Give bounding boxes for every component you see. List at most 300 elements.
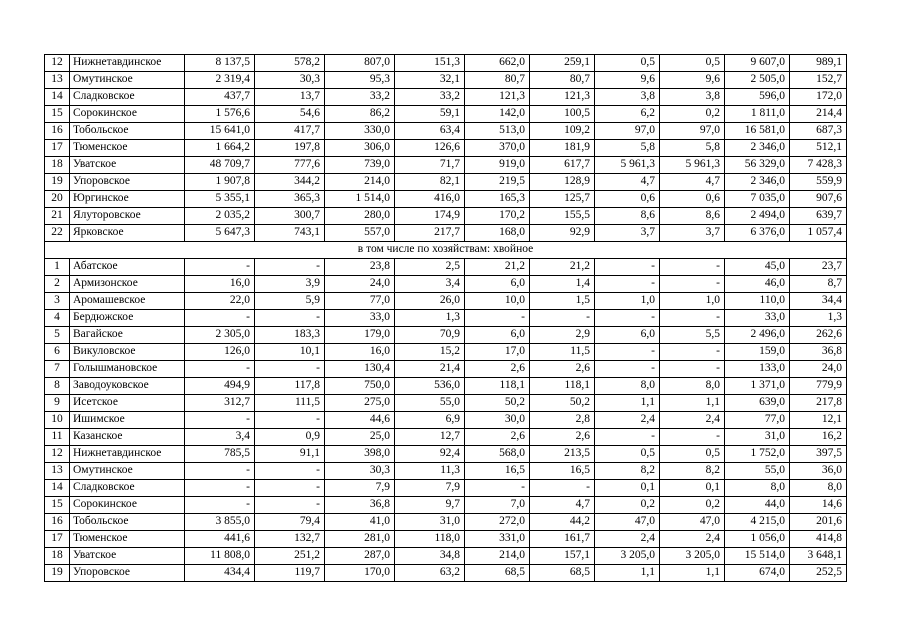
value-cell: 68,5: [465, 565, 530, 582]
value-cell: 14,6: [790, 497, 847, 514]
value-cell: 8,6: [660, 208, 725, 225]
value-cell: 3,8: [595, 89, 660, 106]
district-name: Ярковское: [70, 225, 185, 242]
row-number: 12: [45, 55, 70, 72]
value-cell: 0,5: [660, 55, 725, 72]
value-cell: 743,1: [255, 225, 325, 242]
district-name: Юргинское: [70, 191, 185, 208]
table-row: [45, 344, 847, 361]
value-cell: 70,9: [395, 327, 465, 344]
value-cell: -: [595, 276, 660, 293]
value-cell: 33,2: [395, 89, 465, 106]
value-cell: 92,9: [530, 225, 595, 242]
row-number: 5: [45, 327, 70, 344]
value-cell: 142,0: [465, 106, 530, 123]
value-cell: 46,0: [725, 276, 790, 293]
value-cell: 121,3: [530, 89, 595, 106]
value-cell: 0,2: [660, 106, 725, 123]
value-cell: 262,6: [790, 327, 847, 344]
value-cell: 494,9: [185, 378, 255, 395]
value-cell: 1,3: [395, 310, 465, 327]
value-cell: 157,1: [530, 548, 595, 565]
value-cell: 26,0: [395, 293, 465, 310]
value-cell: 6,0: [465, 276, 530, 293]
district-name: Омутинское: [70, 463, 185, 480]
value-cell: 3,7: [595, 225, 660, 242]
value-cell: -: [185, 463, 255, 480]
value-cell: 11 808,0: [185, 548, 255, 565]
value-cell: 117,8: [255, 378, 325, 395]
table-row: [45, 276, 847, 293]
value-cell: 306,0: [325, 140, 395, 157]
value-cell: 434,4: [185, 565, 255, 582]
value-cell: 23,8: [325, 259, 395, 276]
value-cell: 1,5: [530, 293, 595, 310]
row-number: 9: [45, 395, 70, 412]
row-number: 22: [45, 225, 70, 242]
value-cell: 536,0: [395, 378, 465, 395]
value-cell: 0,5: [595, 446, 660, 463]
value-cell: 34,8: [395, 548, 465, 565]
value-cell: 63,4: [395, 123, 465, 140]
value-cell: 344,2: [255, 174, 325, 191]
table-row: [45, 361, 847, 378]
value-cell: 9,7: [395, 497, 465, 514]
row-number: 15: [45, 497, 70, 514]
value-cell: -: [595, 361, 660, 378]
value-cell: 12,7: [395, 429, 465, 446]
row-number: 20: [45, 191, 70, 208]
value-cell: 80,7: [530, 72, 595, 89]
section-divider: [45, 242, 847, 259]
table-row: [45, 565, 847, 582]
value-cell: 1,3: [790, 310, 847, 327]
value-cell: 5,5: [660, 327, 725, 344]
value-cell: 2 505,0: [725, 72, 790, 89]
value-cell: 77,0: [325, 293, 395, 310]
value-cell: 159,0: [725, 344, 790, 361]
value-cell: 68,5: [530, 565, 595, 582]
value-cell: 557,0: [325, 225, 395, 242]
row-number: 19: [45, 174, 70, 191]
value-cell: 2 305,0: [185, 327, 255, 344]
value-cell: 119,7: [255, 565, 325, 582]
value-cell: 280,0: [325, 208, 395, 225]
value-cell: -: [660, 344, 725, 361]
value-cell: 3,4: [395, 276, 465, 293]
table-part-2: [45, 259, 847, 582]
value-cell: 2,6: [530, 429, 595, 446]
value-cell: 170,0: [325, 565, 395, 582]
value-cell: 30,0: [465, 412, 530, 429]
district-name: Уватское: [70, 548, 185, 565]
value-cell: 5 647,3: [185, 225, 255, 242]
district-name: Абатское: [70, 259, 185, 276]
value-cell: -: [185, 480, 255, 497]
value-cell: 30,3: [325, 463, 395, 480]
value-cell: 214,4: [790, 106, 847, 123]
value-cell: 132,7: [255, 531, 325, 548]
row-number: 15: [45, 106, 70, 123]
value-cell: 4,7: [595, 174, 660, 191]
value-cell: 97,0: [660, 123, 725, 140]
value-cell: 97,0: [595, 123, 660, 140]
value-cell: 8 137,5: [185, 55, 255, 72]
value-cell: 80,7: [465, 72, 530, 89]
value-cell: -: [255, 497, 325, 514]
value-cell: 5,8: [660, 140, 725, 157]
value-cell: 8,2: [660, 463, 725, 480]
district-name: Аромашевское: [70, 293, 185, 310]
value-cell: 777,6: [255, 157, 325, 174]
table-row: [45, 395, 847, 412]
value-cell: 2,4: [660, 412, 725, 429]
value-cell: 2 319,4: [185, 72, 255, 89]
value-cell: 161,7: [530, 531, 595, 548]
value-cell: 3 648,1: [790, 548, 847, 565]
value-cell: 1 752,0: [725, 446, 790, 463]
value-cell: 31,0: [395, 514, 465, 531]
value-cell: 22,0: [185, 293, 255, 310]
value-cell: 2,5: [395, 259, 465, 276]
value-cell: 24,0: [790, 361, 847, 378]
district-name: Сорокинское: [70, 497, 185, 514]
value-cell: 7 035,0: [725, 191, 790, 208]
value-cell: 2,6: [465, 361, 530, 378]
value-cell: 34,4: [790, 293, 847, 310]
value-cell: 1 576,6: [185, 106, 255, 123]
district-name: Армизонское: [70, 276, 185, 293]
value-cell: 3 855,0: [185, 514, 255, 531]
value-cell: 168,0: [465, 225, 530, 242]
value-cell: 10,1: [255, 344, 325, 361]
value-cell: 12,1: [790, 412, 847, 429]
value-cell: 365,3: [255, 191, 325, 208]
value-cell: 639,0: [725, 395, 790, 412]
district-name: Голышмановское: [70, 361, 185, 378]
value-cell: 9,6: [595, 72, 660, 89]
table-row: [45, 225, 847, 242]
value-cell: 45,0: [725, 259, 790, 276]
value-cell: 0,1: [595, 480, 660, 497]
value-cell: 0,9: [255, 429, 325, 446]
value-cell: -: [595, 429, 660, 446]
value-cell: 79,4: [255, 514, 325, 531]
value-cell: 44,2: [530, 514, 595, 531]
value-cell: 8,0: [660, 378, 725, 395]
district-name: Сладковское: [70, 480, 185, 497]
value-cell: 21,4: [395, 361, 465, 378]
table-row: [45, 429, 847, 446]
value-cell: 170,2: [465, 208, 530, 225]
value-cell: 63,2: [395, 565, 465, 582]
table-row: [45, 89, 847, 106]
value-cell: -: [255, 310, 325, 327]
row-number: 17: [45, 531, 70, 548]
row-number: 13: [45, 463, 70, 480]
value-cell: 6,0: [595, 327, 660, 344]
value-cell: 1 056,0: [725, 531, 790, 548]
district-name: Тюменское: [70, 140, 185, 157]
value-cell: 1,1: [595, 565, 660, 582]
value-cell: 16,0: [185, 276, 255, 293]
value-cell: 50,2: [530, 395, 595, 412]
value-cell: 330,0: [325, 123, 395, 140]
value-cell: -: [595, 259, 660, 276]
value-cell: 11,5: [530, 344, 595, 361]
table-row: [45, 548, 847, 565]
value-cell: 687,3: [790, 123, 847, 140]
table-row: [45, 327, 847, 344]
district-name: Тюменское: [70, 531, 185, 548]
table-row: [45, 293, 847, 310]
value-cell: 2 346,0: [725, 174, 790, 191]
district-name: Казанское: [70, 429, 185, 446]
value-cell: 312,7: [185, 395, 255, 412]
district-name: Сорокинское: [70, 106, 185, 123]
value-cell: 25,0: [325, 429, 395, 446]
value-cell: 251,2: [255, 548, 325, 565]
value-cell: -: [660, 361, 725, 378]
value-cell: 4,7: [660, 174, 725, 191]
district-name: Упоровское: [70, 565, 185, 582]
value-cell: 370,0: [465, 140, 530, 157]
value-cell: 779,9: [790, 378, 847, 395]
value-cell: 21,2: [530, 259, 595, 276]
value-cell: 398,0: [325, 446, 395, 463]
value-cell: 6,2: [595, 106, 660, 123]
value-cell: 201,6: [790, 514, 847, 531]
value-cell: 3,4: [185, 429, 255, 446]
value-cell: 331,0: [465, 531, 530, 548]
value-cell: 417,7: [255, 123, 325, 140]
value-cell: -: [255, 412, 325, 429]
value-cell: -: [185, 497, 255, 514]
value-cell: 174,9: [395, 208, 465, 225]
value-cell: 10,0: [465, 293, 530, 310]
value-cell: -: [660, 259, 725, 276]
value-cell: 674,0: [725, 565, 790, 582]
value-cell: 151,3: [395, 55, 465, 72]
value-cell: 578,2: [255, 55, 325, 72]
value-cell: 44,6: [325, 412, 395, 429]
row-number: 13: [45, 72, 70, 89]
value-cell: 2 346,0: [725, 140, 790, 157]
value-cell: 596,0: [725, 89, 790, 106]
value-cell: 5 355,1: [185, 191, 255, 208]
table-row: [45, 412, 847, 429]
value-cell: 2 035,2: [185, 208, 255, 225]
value-cell: 7,9: [395, 480, 465, 497]
value-cell: -: [660, 276, 725, 293]
value-cell: 617,7: [530, 157, 595, 174]
value-cell: 252,5: [790, 565, 847, 582]
table-row: [45, 531, 847, 548]
value-cell: 7,9: [325, 480, 395, 497]
value-cell: 56 329,0: [725, 157, 790, 174]
value-cell: 36,8: [790, 344, 847, 361]
district-name: Тобольское: [70, 123, 185, 140]
value-cell: 0,1: [660, 480, 725, 497]
value-cell: 5,9: [255, 293, 325, 310]
table-row: [45, 514, 847, 531]
value-cell: 152,7: [790, 72, 847, 89]
value-cell: 6,0: [465, 327, 530, 344]
row-number: 16: [45, 514, 70, 531]
value-cell: 807,0: [325, 55, 395, 72]
value-cell: 8,0: [725, 480, 790, 497]
value-cell: 125,7: [530, 191, 595, 208]
value-cell: 3,9: [255, 276, 325, 293]
value-cell: 8,0: [790, 480, 847, 497]
value-cell: 16,5: [465, 463, 530, 480]
table-row: [45, 480, 847, 497]
value-cell: 1 907,8: [185, 174, 255, 191]
value-cell: 16 581,0: [725, 123, 790, 140]
value-cell: -: [530, 480, 595, 497]
value-cell: 179,0: [325, 327, 395, 344]
value-cell: -: [465, 310, 530, 327]
district-name: Омутинское: [70, 72, 185, 89]
row-number: 21: [45, 208, 70, 225]
value-cell: 30,3: [255, 72, 325, 89]
value-cell: 6,9: [395, 412, 465, 429]
value-cell: 2,8: [530, 412, 595, 429]
district-name: Бердюжское: [70, 310, 185, 327]
value-cell: 47,0: [595, 514, 660, 531]
value-cell: 1 811,0: [725, 106, 790, 123]
value-cell: 8,7: [790, 276, 847, 293]
district-name: Вагайское: [70, 327, 185, 344]
row-number: 12: [45, 446, 70, 463]
table-row: [45, 446, 847, 463]
value-cell: 48 709,7: [185, 157, 255, 174]
table-row: [45, 174, 847, 191]
value-cell: 1,4: [530, 276, 595, 293]
value-cell: 0,6: [660, 191, 725, 208]
value-cell: 259,1: [530, 55, 595, 72]
district-name: Ялуторовское: [70, 208, 185, 225]
row-number: 2: [45, 276, 70, 293]
value-cell: 31,0: [725, 429, 790, 446]
value-cell: 165,3: [465, 191, 530, 208]
district-name: Нижнетавдинское: [70, 55, 185, 72]
district-name: Уватское: [70, 157, 185, 174]
value-cell: 95,3: [325, 72, 395, 89]
value-cell: 11,3: [395, 463, 465, 480]
value-cell: 3,8: [660, 89, 725, 106]
value-cell: -: [530, 310, 595, 327]
value-cell: 50,2: [465, 395, 530, 412]
value-cell: 437,7: [185, 89, 255, 106]
value-cell: 128,9: [530, 174, 595, 191]
row-number: 3: [45, 293, 70, 310]
value-cell: 5,8: [595, 140, 660, 157]
table-row: [45, 140, 847, 157]
value-cell: 3 205,0: [660, 548, 725, 565]
value-cell: 8,6: [595, 208, 660, 225]
table-row: [45, 72, 847, 89]
value-cell: 109,2: [530, 123, 595, 140]
value-cell: 16,0: [325, 344, 395, 361]
value-cell: -: [660, 310, 725, 327]
value-cell: 33,2: [325, 89, 395, 106]
value-cell: 126,0: [185, 344, 255, 361]
value-cell: -: [185, 412, 255, 429]
value-cell: 16,5: [530, 463, 595, 480]
table-row: [45, 157, 847, 174]
value-cell: 300,7: [255, 208, 325, 225]
value-cell: -: [185, 310, 255, 327]
table-row: [45, 497, 847, 514]
value-cell: 8,2: [595, 463, 660, 480]
value-cell: 100,5: [530, 106, 595, 123]
row-number: 4: [45, 310, 70, 327]
value-cell: 213,5: [530, 446, 595, 463]
table-row: [45, 191, 847, 208]
value-cell: 217,7: [395, 225, 465, 242]
value-cell: 2 494,0: [725, 208, 790, 225]
value-cell: 214,0: [325, 174, 395, 191]
table-row: [45, 123, 847, 140]
row-number: 6: [45, 344, 70, 361]
section-title-row: [45, 242, 847, 259]
value-cell: 47,0: [660, 514, 725, 531]
value-cell: 287,0: [325, 548, 395, 565]
value-cell: 1,0: [660, 293, 725, 310]
table-row: [45, 106, 847, 123]
value-cell: 118,1: [530, 378, 595, 395]
value-cell: 272,0: [465, 514, 530, 531]
row-number: 11: [45, 429, 70, 446]
value-cell: 5 961,3: [595, 157, 660, 174]
value-cell: 1,0: [595, 293, 660, 310]
value-cell: 919,0: [465, 157, 530, 174]
value-cell: 24,0: [325, 276, 395, 293]
value-cell: 1,1: [595, 395, 660, 412]
value-cell: 118,1: [465, 378, 530, 395]
value-cell: -: [185, 361, 255, 378]
row-number: 1: [45, 259, 70, 276]
value-cell: 55,0: [725, 463, 790, 480]
value-cell: 71,7: [395, 157, 465, 174]
value-cell: -: [595, 344, 660, 361]
value-cell: 0,5: [660, 446, 725, 463]
value-cell: 17,0: [465, 344, 530, 361]
value-cell: 15,2: [395, 344, 465, 361]
value-cell: 33,0: [325, 310, 395, 327]
district-name: Ишимское: [70, 412, 185, 429]
value-cell: 9 607,0: [725, 55, 790, 72]
value-cell: 7,0: [465, 497, 530, 514]
value-cell: 1 057,4: [790, 225, 847, 242]
table-row: [45, 310, 847, 327]
value-cell: 33,0: [725, 310, 790, 327]
forest-data-table: [44, 54, 847, 582]
row-number: 10: [45, 412, 70, 429]
row-number: 7: [45, 361, 70, 378]
value-cell: -: [185, 259, 255, 276]
value-cell: 130,4: [325, 361, 395, 378]
value-cell: 750,0: [325, 378, 395, 395]
value-cell: 559,9: [790, 174, 847, 191]
value-cell: 36,8: [325, 497, 395, 514]
district-name: Заводоуковское: [70, 378, 185, 395]
value-cell: 41,0: [325, 514, 395, 531]
district-name: Сладковское: [70, 89, 185, 106]
row-number: 17: [45, 140, 70, 157]
value-cell: 21,2: [465, 259, 530, 276]
